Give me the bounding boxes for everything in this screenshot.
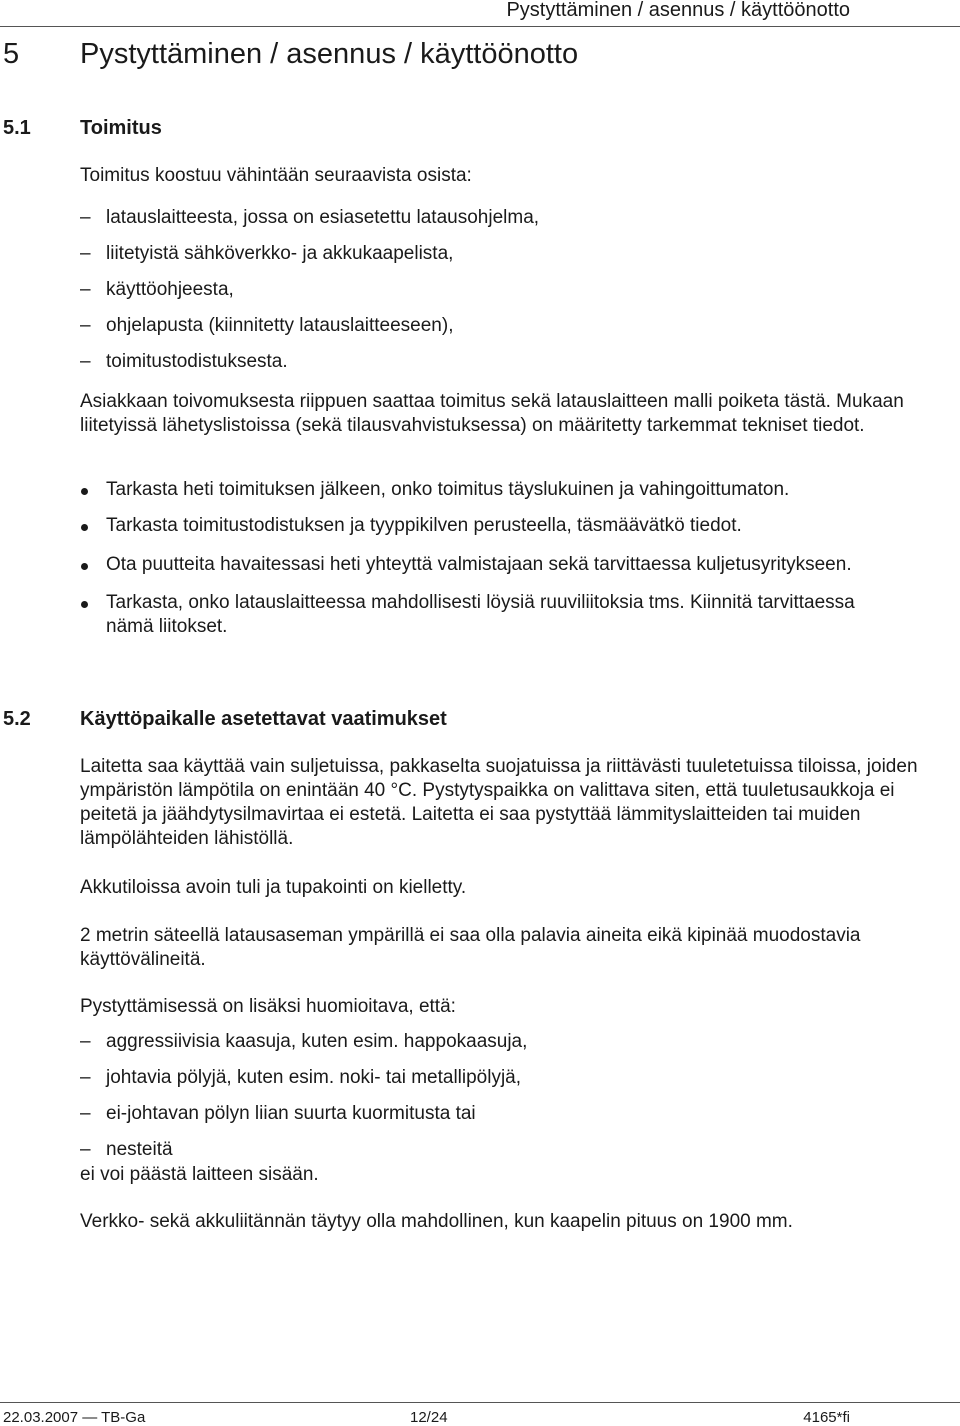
connection-requirement: Verkko- sekä akkuliitännän täytyy olla mahdollinen, kun kaapelin pituus on 1900 mm.: [80, 1211, 793, 1232]
bullet-icon: [81, 524, 88, 531]
section-number: 5.2: [3, 708, 31, 730]
header-divider: [0, 26, 960, 27]
document-code: 4165*fi: [803, 1409, 850, 1426]
list-item: – nesteitä: [80, 1139, 173, 1160]
list-item: Tarkasta toimitustodistuksen ja tyyppikilven perusteella, täsmäävätkö tiedot.: [80, 514, 880, 538]
list-item: Ota puutteita havaitessasi heti yhteyttä valmistajaan sekä tarvittaessa kuljetusyritykseen.: [80, 553, 880, 577]
bullet-icon: [81, 601, 88, 608]
list-item: Tarkasta heti toimituksen jälkeen, onko toimitus täyslukuinen ja vahingoittumaton.: [80, 478, 880, 502]
section-5-1-intro: Toimitus koostuu vähintään seuraavista osista:: [80, 165, 472, 186]
clearance-paragraph: 2 metrin säteellä latausaseman ympärillä ei saa olla palavia aineita eikä kipinää muodostavia käyttövälineitä.: [80, 925, 861, 970]
list-item: – latauslaitteesta, jossa on esiasetettu latausohjelma,: [80, 207, 540, 228]
footer-divider: [0, 1402, 960, 1403]
list-item: – toimitustodistuksesta.: [80, 351, 288, 372]
running-header: [0, 0, 960, 26]
list-item: – johtavia pölyjä, kuten esim. noki- tai metallipölyjä,: [80, 1067, 522, 1088]
inspection-checklist: [80, 478, 880, 639]
list-item: Tarkasta, onko latauslaitteessa mahdollisesti löysiä ruuviliitoksia tms. Kiinnitä tarvittaessa nämä liitokset.: [80, 591, 880, 639]
page-number: 12/24: [410, 1409, 448, 1426]
page-footer: [0, 1402, 960, 1426]
section-title: Käyttöpaikalle asetettavat vaatimukset: [80, 708, 447, 730]
bullet-icon: [81, 563, 88, 570]
list-item: – aggressiivisia kaasuja, kuten esim. happokaasuja,: [80, 1031, 528, 1052]
chapter-number: 5: [3, 38, 20, 70]
requirements-paragraph: Laitetta saa käyttää vain suljetuissa, pakkaselta suojatuissa ja riittävästi tuuletetuissa tiloissa, joiden ympäristön lämpötila on enintään 40 °C. Pystytyspaikka on valittava siten, että tuuletusaukkoja ei peitetä ja jäähdytysilmavirtaa ei estetä. Laitetta ei saa pystyttää lämmityslaitteiden tai muiden lämpölähteiden lähistöllä.: [80, 756, 918, 849]
delivery-note: Asiakkaan toivomuksesta riippuen saattaa toimitus sekä latauslaitteen malli poiketa tästä. Mukaan liitetyissä lähetyslistoissa (sekä tilausvahvistuksessa) on määritetty tarkemmat tekniset tiedot.: [80, 391, 904, 436]
hazard-list-conclusion: ei voi päästä laitteen sisään.: [80, 1164, 319, 1185]
list-item: – käyttöohjeesta,: [80, 279, 234, 300]
hazard-list: [80, 1024, 925, 1168]
bullet-icon: [81, 488, 88, 495]
section-title: Toimitus: [80, 117, 162, 139]
chapter-title: Pystyttäminen / asennus / käyttöönotto: [80, 38, 579, 70]
fire-warning: Akkutiloissa avoin tuli ja tupakointi on kielletty.: [80, 877, 467, 898]
list-item: – liitetyistä sähköverkko- ja akkukaapelista,: [80, 243, 454, 264]
installation-notes-intro: Pystyttämisessä on lisäksi huomioitava, että:: [80, 996, 456, 1017]
delivery-contents-list: [80, 200, 925, 380]
list-item: – ohjelapusta (kiinnitetty latauslaitteeseen),: [80, 315, 454, 336]
footer-date-author: 22.03.2007 — TB-Ga: [3, 1409, 146, 1426]
running-header-title: Pystyttäminen / asennus / käyttöönotto: [506, 0, 850, 21]
section-number: 5.1: [3, 117, 31, 139]
list-item: – ei-johtavan pölyn liian suurta kuormitusta tai: [80, 1103, 476, 1124]
